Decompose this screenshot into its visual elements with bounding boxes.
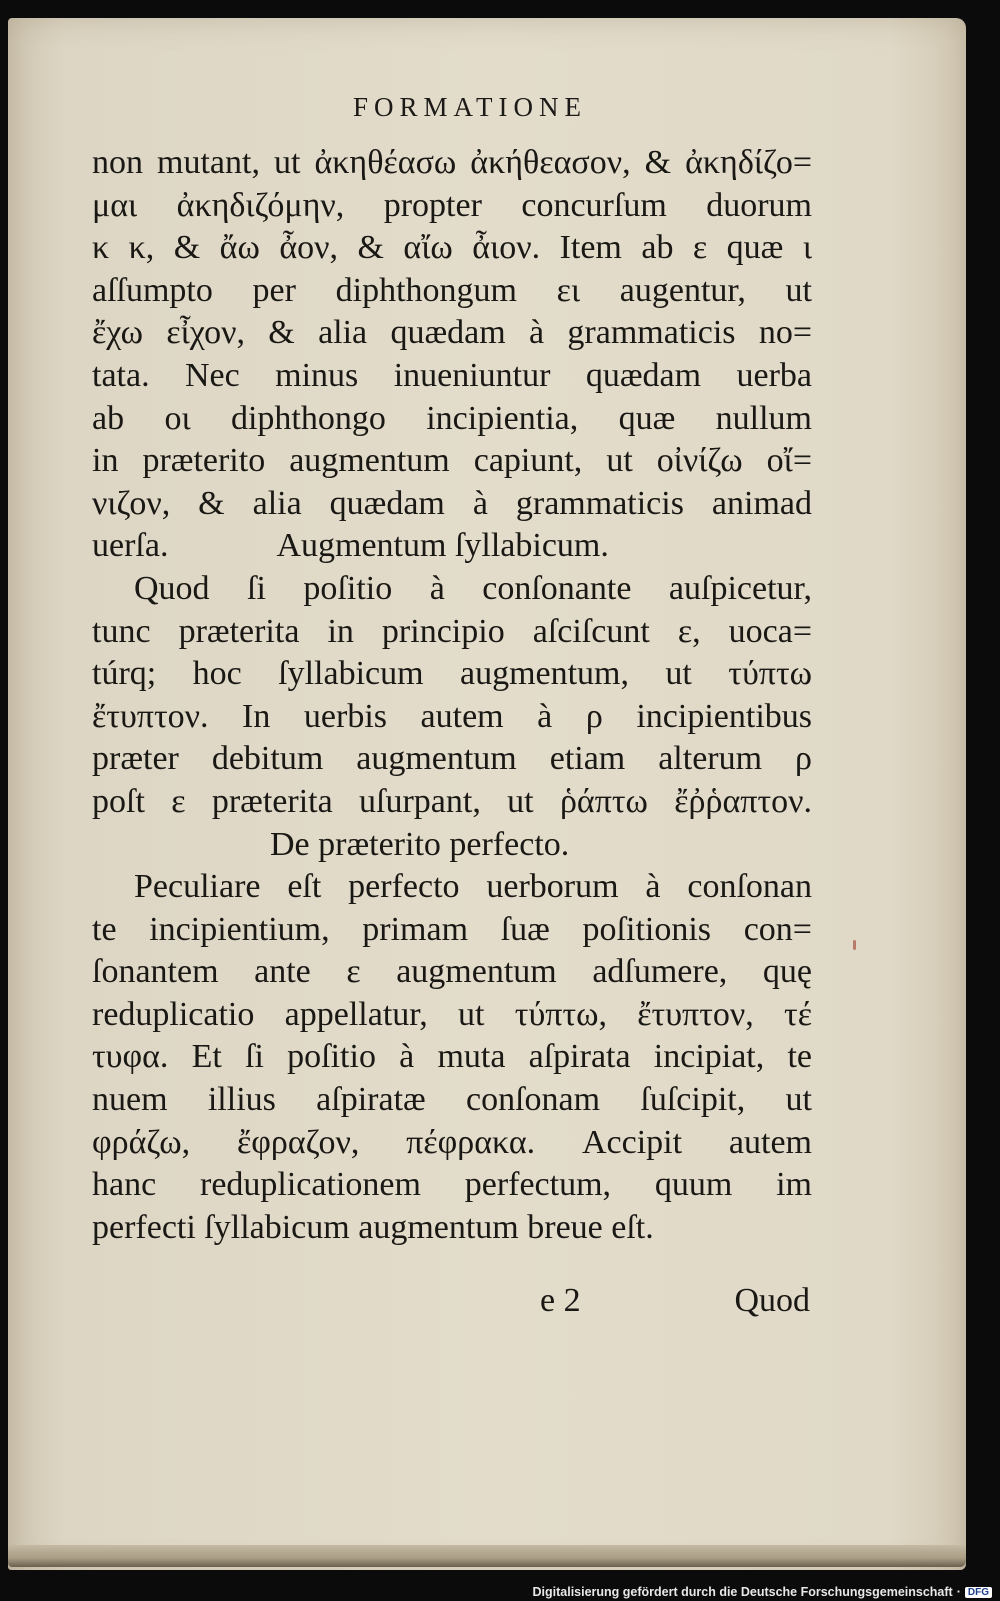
text-line: te incipientium, primam ſuæ poſitionis con= <box>92 910 812 948</box>
ink-mark <box>853 940 856 950</box>
section-heading: De præterito perfecto. <box>270 825 570 863</box>
text-line: tata. Nec minus inueniuntur quædam uerba <box>92 356 812 394</box>
text-line: poſt ε præterita uſurpant, ut ῥάπτω ἔῤῥαπτον. <box>92 782 812 820</box>
body-text <box>92 142 812 1249</box>
text-line: κ κ, & ἄω ἆον, & αἴω ἆιον. Item ab ε quæ ι <box>92 229 812 267</box>
running-head: FORMATIONE <box>352 92 587 122</box>
text-line: perfecti ſyllabicum augmentum breue eſt. <box>92 1208 654 1246</box>
text-line: ab οι diphthongo incipientia, quæ nullum <box>92 399 812 437</box>
text-line-with-heading <box>92 525 812 568</box>
text-line: τυφα. Et ſi poſitio à muta aſpirata incipiat, te <box>92 1038 812 1076</box>
section-heading: Augmentum ſyllabicum. <box>276 527 609 565</box>
page-edge <box>8 1545 966 1567</box>
page-foot <box>540 1282 810 1320</box>
text-line: non mutant, ut ἀκηθέασω ἀκήθεασον, & ἀκηδίζο= <box>92 144 812 181</box>
text-line: ἔχω εἶχον, & alia quædam à grammaticis no= <box>92 314 812 352</box>
text-line: præter debitum augmentum etiam alterum ρ <box>92 740 812 778</box>
text-line: φράζω, ἔφραζον, πέφρακα. Accipit autem <box>92 1123 812 1161</box>
text-line: νιζον, & alia quædam à grammaticis animad <box>92 484 812 522</box>
text-line: Peculiare eſt perfecto uerborum à conſonan <box>134 868 812 906</box>
paragraph-end: uerſa. <box>92 527 169 565</box>
text-line: aſſumpto per diphthongum ει augentur, ut <box>92 271 812 309</box>
text-line: ſonantem ante ε augmentum adſumere, quę <box>92 953 812 991</box>
catchword: Quod <box>734 1282 810 1319</box>
digitization-credit: Digitalisierung gefördert durch die Deutsche Forschungsgemeinschaft · DFG <box>533 1585 993 1599</box>
dfg-logo: DFG <box>965 1587 992 1598</box>
text-line: nuem illius aſpiratæ conſonam ſuſcipit, ut <box>92 1081 812 1119</box>
signature-mark: e 2 <box>540 1282 581 1319</box>
text-line: túrq; hoc ſyllabicum augmentum, ut τύπτω <box>92 655 812 693</box>
text-line: in præterito augmentum capiunt, ut οἰνίζω οἴ= <box>92 442 812 480</box>
credit-text: Digitalisierung gefördert durch die Deutsche Forschungsgemeinschaft <box>532 1585 953 1599</box>
text-line: hanc reduplicationem perfectum, quum im <box>92 1166 812 1204</box>
text-line: μαι ἀκηδιζόμην, propter concurſum duorum <box>92 186 812 224</box>
text-line: Quod ſi poſitio à conſonante auſpicetur, <box>134 569 812 607</box>
text-line: ἔτυπτον. In uerbis autem à ρ incipientibus <box>92 697 812 735</box>
text-line: tunc præterita in principio aſciſcunt ε, uoca= <box>92 612 812 650</box>
text-line: reduplicatio appellatur, ut τύπτω, ἔτυπτον, τέ <box>92 995 812 1033</box>
